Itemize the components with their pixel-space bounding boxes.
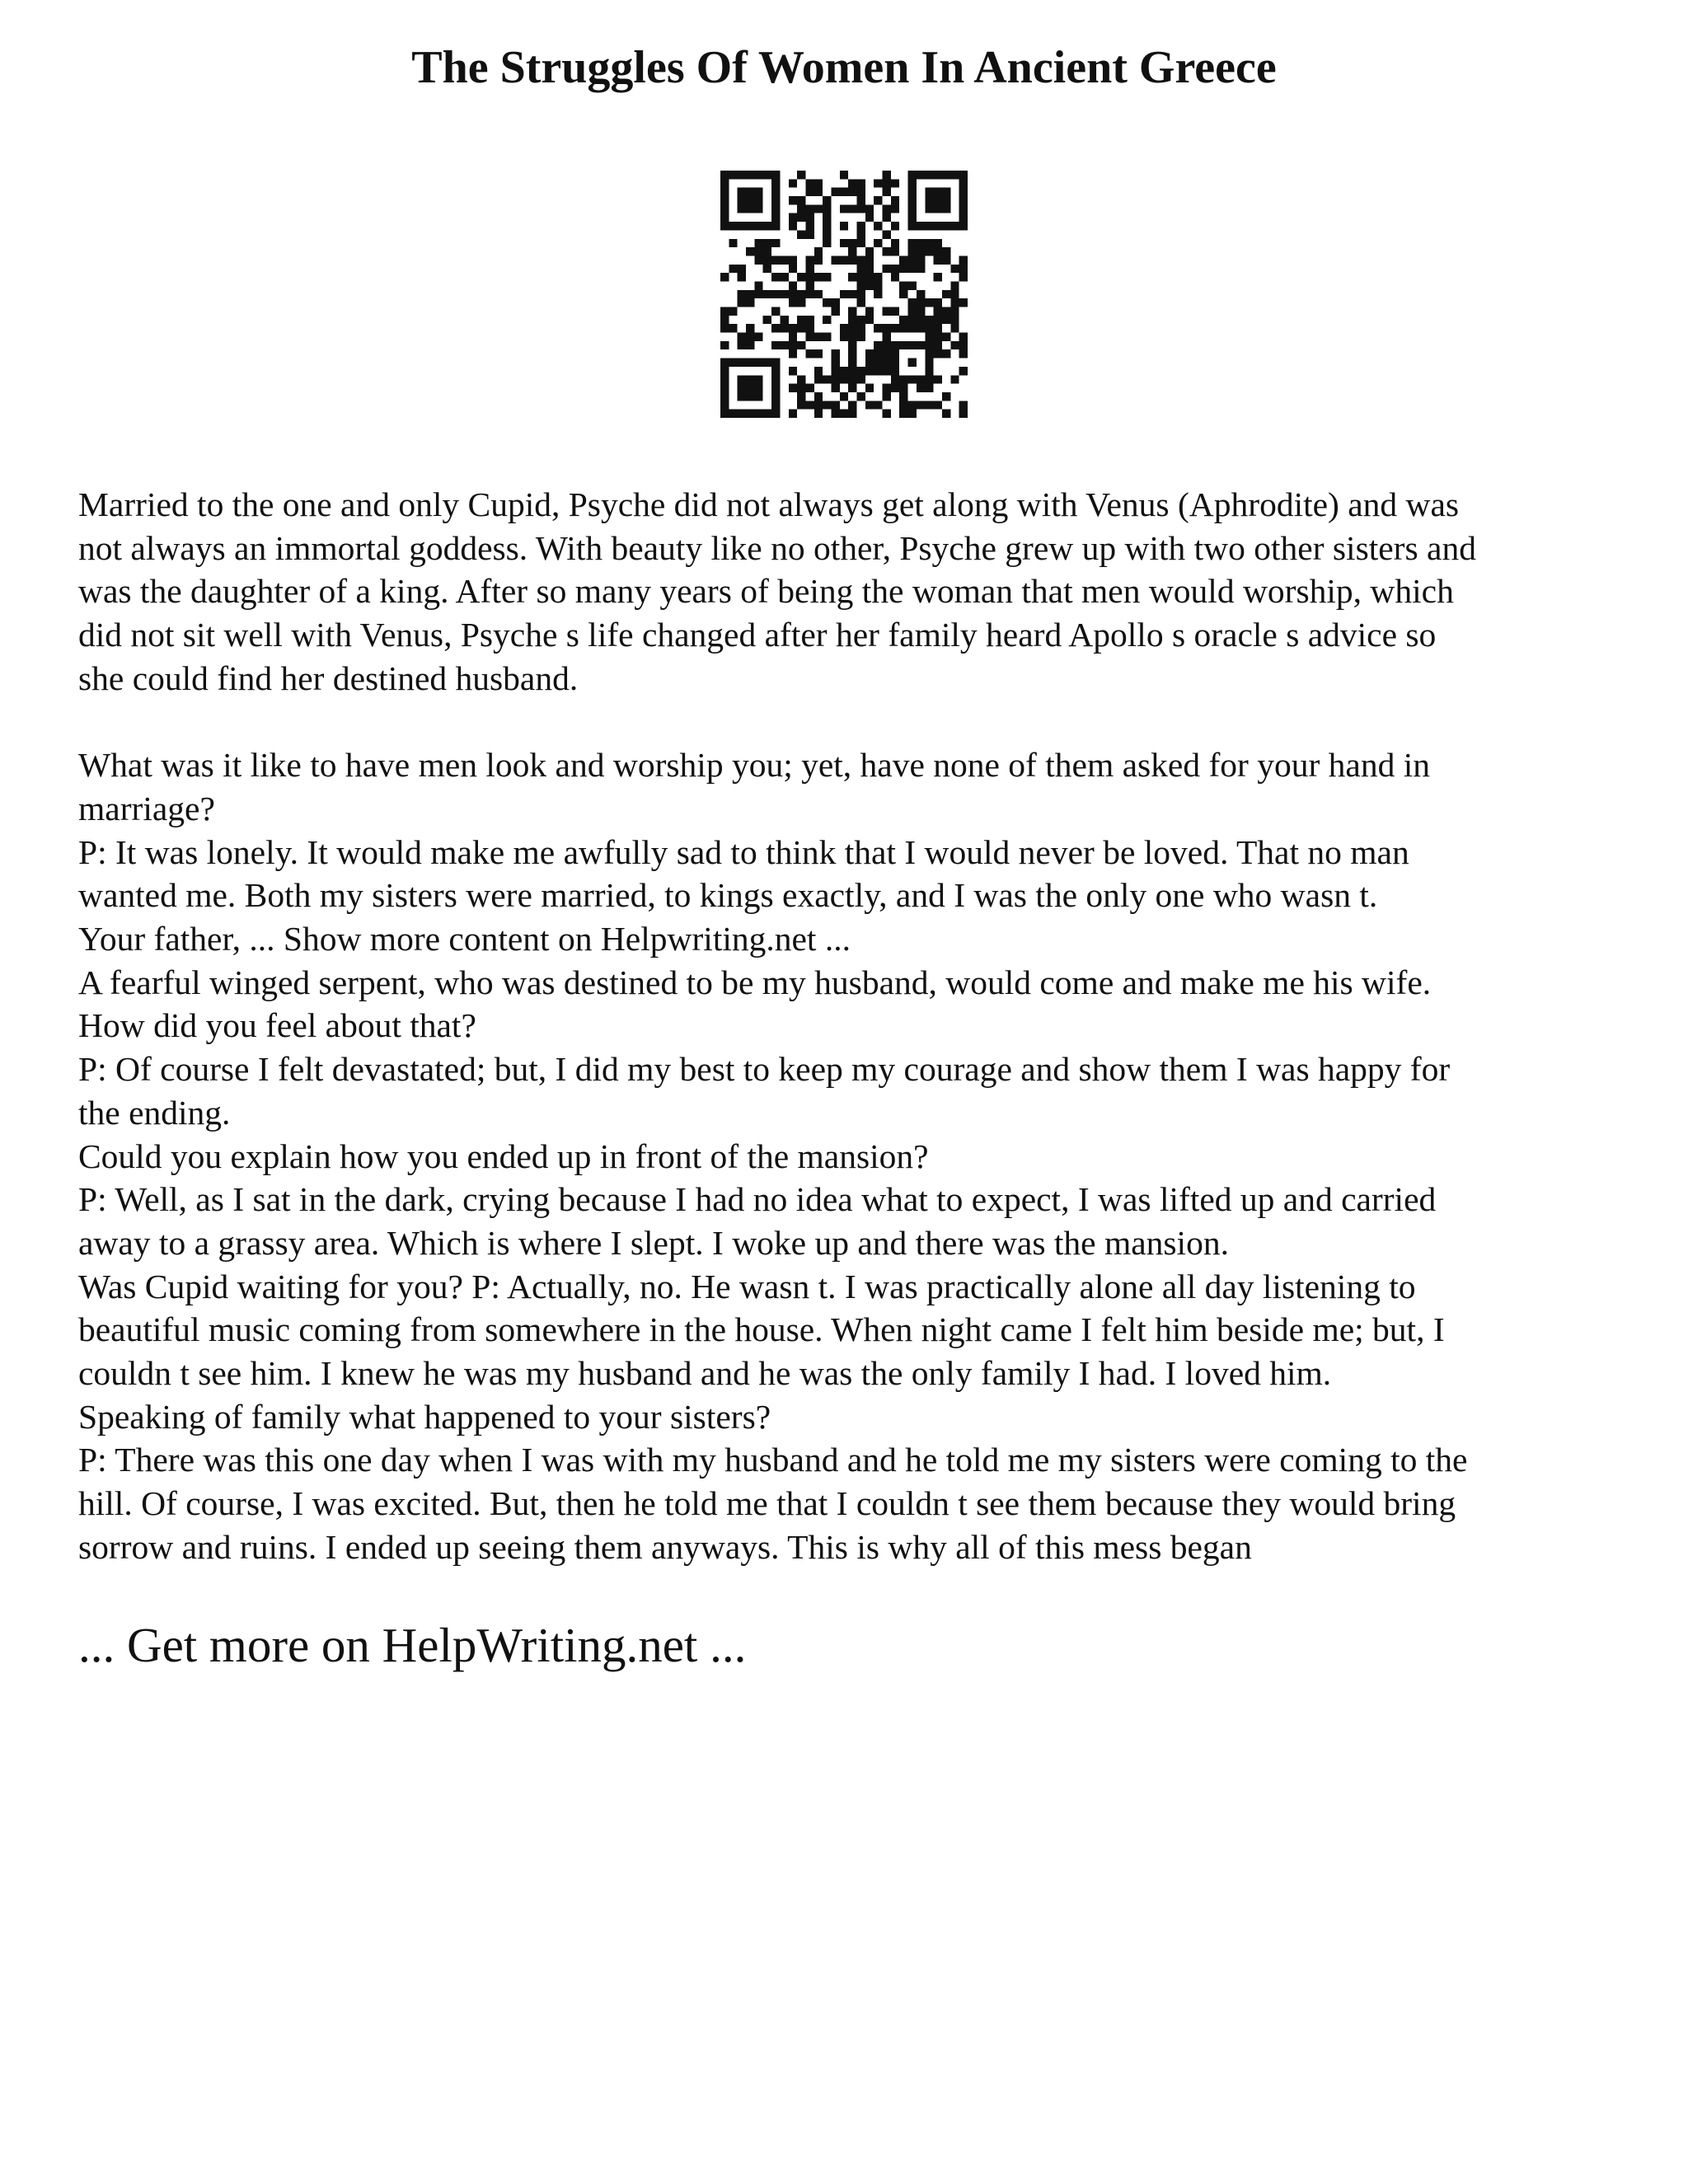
text-line: P: Of course I felt devastated; but, I did my best to keep my courage and show them I was happy for — [78, 1050, 1451, 1089]
qr-code-icon — [720, 171, 968, 418]
text-line: she could find her destined husband. — [78, 658, 579, 697]
text-line: couldn t see him. I knew he was my husband and he was the only family I had. I loved him. — [78, 1354, 1332, 1393]
text-line: P: It was lonely. It would make me awfully sad to think that I would never be loved. That no man — [78, 832, 1409, 871]
text-line: Speaking of family what happened to your sisters? — [78, 1397, 771, 1436]
text-line: P: Well, as I sat in the dark, crying because I had no idea what to expect, I was lifted up and carried — [78, 1180, 1437, 1219]
text-line: Was Cupid waiting for you? P: Actually, no. He wasn t. I was practically alone all day listening to — [78, 1267, 1416, 1305]
text-line: A fearful winged serpent, who was destined to be my husband, would come and make me his wife. — [78, 963, 1432, 1001]
page-title: The Struggles Of Women In Ancient Greece — [411, 42, 1277, 93]
text-line: Could you explain how you ended up in front of the mansion? — [78, 1137, 929, 1175]
text-line: did not sit well with Venus, Psyche s life changed after her family heard Apollo s oracle s advice so — [78, 616, 1437, 654]
show-more-link[interactable]: Your father, ... Show more content on Helpwriting.net ... — [78, 920, 851, 958]
interview-section — [78, 743, 1628, 1568]
text-line: P: There was this one day when I was with my husband and he told me my sisters were coming to the — [78, 1441, 1468, 1479]
text-line: beautiful music coming from somewhere in the house. When night came I felt him beside me; but, I — [78, 1310, 1445, 1349]
text-line: away to a grassy area. Which is where I slept. I woke up and there was the mansion. — [78, 1223, 1229, 1262]
get-more-link[interactable]: ... Get more on HelpWriting.net ... — [78, 1618, 747, 1672]
text-line: not always an immortal goddess. With beauty like no other, Psyche grew up with two other sisters and — [78, 528, 1476, 567]
text-line: What was it like to have men look and worship you; yet, have none of them asked for your hand in — [78, 746, 1430, 785]
text-line: wanted me. Both my sisters were married, to kings exactly, and I was the only one who wasn t. — [78, 876, 1378, 915]
text-line: How did you feel about that? — [78, 1006, 476, 1045]
text-line: sorrow and ruins. I ended up seeing them anyways. This is why all of this mess began — [78, 1527, 1252, 1566]
text-line: Married to the one and only Cupid, Psyche did not always get along with Venus (Aphrodite) and was — [78, 485, 1460, 523]
article-body — [78, 483, 1628, 1569]
text-line: the ending. — [78, 1093, 231, 1132]
text-line: marriage? — [78, 789, 215, 827]
text-line: was the daughter of a king. After so many years of being the woman that men would worship, which — [78, 572, 1454, 611]
intro-paragraph — [78, 483, 1628, 701]
text-line: hill. Of course, I was excited. But, then he told me that I couldn t see them because they would bring — [78, 1484, 1456, 1523]
paragraph-gap — [78, 701, 1628, 744]
